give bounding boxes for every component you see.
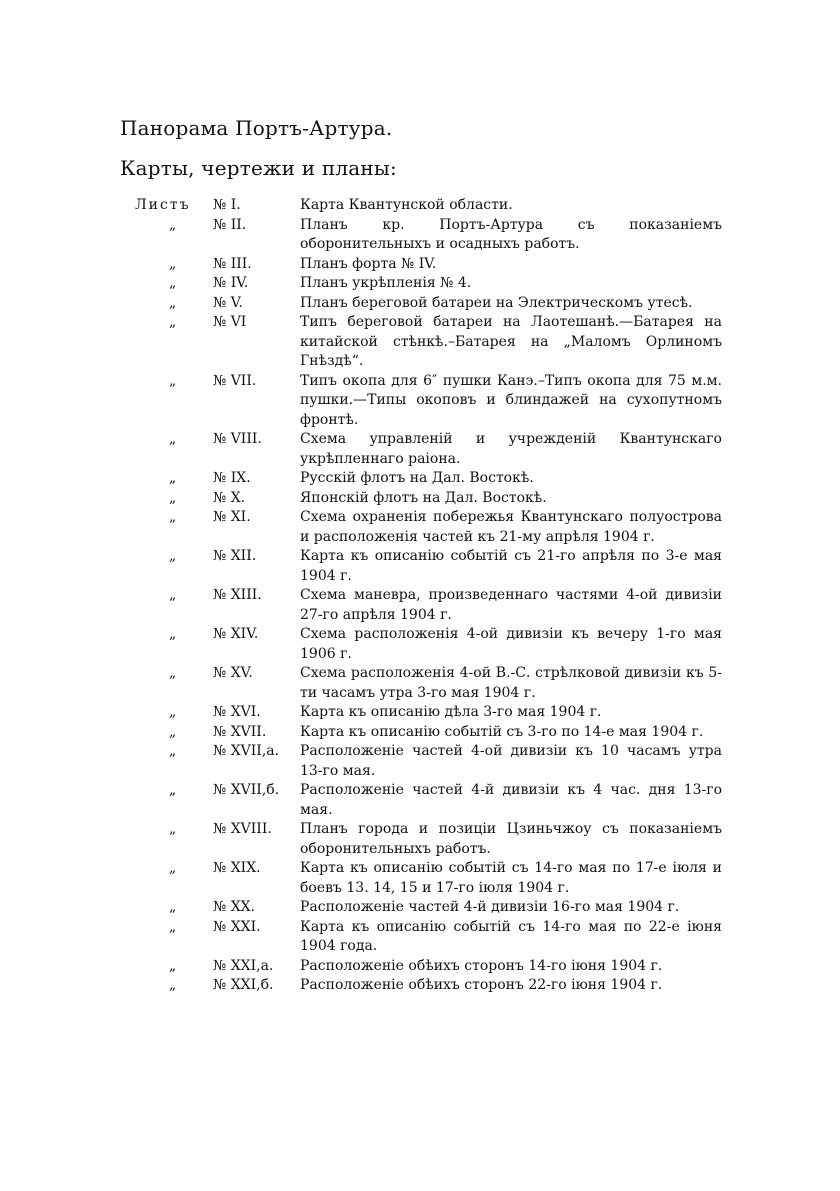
ditto-mark: „	[169, 216, 177, 233]
sheet-title: Расположеніе частей 4-й дивизіи 16-го мая 1904 г.	[300, 899, 680, 915]
ditto-mark: „	[169, 314, 177, 330]
sheet-title: Расположеніе обѣихъ сторонъ 14-го іюня 1904 г.	[300, 957, 663, 974]
sheet-title: Русскій флотъ на Дал. Востокѣ.	[300, 470, 534, 486]
ditto-mark: „	[169, 899, 177, 915]
ditto-mark: „	[169, 372, 177, 389]
sheet-list	[0, 196, 840, 996]
sheet-title: Карта къ описанію дѣла 3-го мая 1904 г.	[300, 704, 602, 720]
sheet-number: № III.	[213, 255, 252, 272]
ditto-mark: „	[169, 255, 177, 272]
list-item	[0, 703, 840, 723]
sheet-number: № XXI.	[213, 918, 261, 935]
list-item	[0, 625, 840, 664]
ditto-mark: „	[169, 821, 177, 837]
ditto-mark: „	[169, 548, 177, 564]
ditto-mark: „	[169, 704, 177, 720]
sheet-number: № XXI,б.	[213, 977, 274, 993]
sheet-title: Схема маневра, произведеннаго частями 4-ой дивизіи 27-го апрѣля 1904 г.	[300, 587, 722, 623]
ditto-mark: „	[169, 743, 177, 759]
sheet-number: № XVIII.	[213, 821, 272, 837]
sheet-title: Расположеніе частей 4-ой дивизіи къ 10 часамъ утра 13-го мая.	[300, 743, 722, 779]
sheet-label: Листъ	[135, 197, 191, 213]
sheet-number: № XVI.	[213, 704, 261, 720]
list-item	[0, 976, 840, 996]
list-item	[0, 742, 840, 781]
sheet-number: № VIII.	[213, 431, 262, 447]
ditto-mark: „	[169, 918, 177, 935]
sheet-number: № II.	[213, 216, 247, 233]
ditto-mark: „	[169, 957, 177, 974]
list-item	[0, 723, 840, 743]
list-item	[0, 255, 840, 275]
sheet-title: Планъ города и позиціи Цзиньчжоу съ показаніемъ оборонительныхъ работъ.	[300, 821, 722, 857]
list-item	[0, 859, 840, 898]
page-title: Панорама Портъ-Артура.	[120, 116, 393, 140]
sheet-number: № IX.	[213, 470, 251, 486]
sheet-number: № XX.	[213, 899, 256, 915]
sheet-title: Японскій флотъ на Дал. Востокѣ.	[300, 489, 547, 506]
sheet-number: № XVII,а.	[213, 743, 280, 759]
list-item	[0, 274, 840, 294]
list-item	[0, 196, 840, 216]
ditto-mark: „	[169, 275, 177, 291]
ditto-mark: „	[169, 509, 177, 525]
sheet-title: Типъ береговой батареи на Лаотешанѣ.—Батарея на китайской стѣнкѣ.–Батарея на „Маломъ Орлиномъ Гнѣздѣ“.	[300, 314, 722, 369]
list-item	[0, 489, 840, 509]
list-item	[0, 664, 840, 703]
sheet-title: Планъ береговой батареи на Электрическомъ утесѣ.	[300, 294, 693, 311]
ditto-mark: „	[169, 626, 177, 642]
ditto-mark: „	[169, 977, 177, 993]
ditto-mark: „	[169, 665, 177, 681]
sheet-title: Планъ укрѣпленія № 4.	[300, 275, 472, 291]
list-item	[0, 957, 840, 977]
list-item	[0, 586, 840, 625]
sheet-number: № XVII,б.	[213, 782, 280, 798]
sheet-number: № VII.	[213, 372, 257, 389]
sheet-number: № XXI,а.	[213, 957, 274, 974]
sheet-title: Карта Квантунской области.	[300, 197, 513, 213]
ditto-mark: „	[169, 294, 177, 311]
sheet-title: Планъ форта № IV.	[300, 255, 437, 272]
sheet-title: Карта къ описанію событій съ 3-го по 14-е мая 1904 г.	[300, 723, 704, 740]
sheet-number: № XII.	[213, 548, 257, 564]
sheet-number: № I.	[213, 197, 241, 213]
sheet-number: № XIX.	[213, 860, 261, 876]
ditto-mark: „	[169, 587, 177, 603]
list-item	[0, 216, 840, 255]
sheet-number: № XI.	[213, 509, 251, 525]
ditto-mark: „	[169, 431, 177, 447]
sheet-number: № VI	[213, 314, 247, 330]
sheet-title: Карта къ описанію событій съ 14-го мая по 17-е іюля и боевъ 13. 14, 15 и 17-го іюля 1904 г.	[300, 860, 722, 896]
sheet-number: № XIV.	[213, 626, 259, 642]
ditto-mark: „	[169, 723, 177, 740]
section-heading: Карты, чертежи и планы:	[120, 156, 397, 180]
sheet-title: Типъ окопа для 6″ пушки Канэ.–Типъ окопа для 75 м.м. пушки.—Типы окоповъ и блиндажей на сухопутномъ фронтѣ.	[300, 372, 722, 428]
list-item	[0, 430, 840, 469]
sheet-number: № IV.	[213, 275, 249, 291]
sheet-title: Схема расположенія 4-ой дивизіи къ вечеру 1-го мая 1906 г.	[300, 626, 722, 662]
ditto-mark: „	[169, 782, 177, 798]
sheet-number: № XIII.	[213, 587, 262, 603]
sheet-title: Расположеніе обѣихъ сторонъ 22-го іюня 1904 г.	[300, 977, 663, 993]
ditto-mark: „	[169, 860, 177, 876]
list-item	[0, 294, 840, 314]
sheet-title: Расположеніе частей 4-й дивизіи къ 4 час. дня 13-го мая.	[300, 782, 722, 818]
list-item	[0, 918, 840, 957]
sheet-title: Схема расположенія 4-ой В.-С. стрѣлковой дивизіи къ 5-ти часамъ утра 3-го мая 1904 г.	[300, 665, 722, 701]
sheet-title: Схема охраненія побережья Квантунскаго полуострова и расположенія частей къ 21-му апрѣля 1904 г.	[300, 509, 722, 545]
sheet-title: Планъ кр. Портъ-Артура съ показаніемъ оборонительныхъ и осадныхъ работъ.	[300, 216, 722, 252]
list-item	[0, 313, 840, 372]
sheet-number: № XVII.	[213, 723, 267, 740]
list-item	[0, 547, 840, 586]
list-item	[0, 372, 840, 431]
sheet-title: Карта къ описанію событій съ 21-го апрѣля по 3-е мая 1904 г.	[300, 548, 722, 584]
list-item	[0, 898, 840, 918]
list-item	[0, 820, 840, 859]
ditto-mark: „	[169, 489, 177, 506]
sheet-number: № X.	[213, 489, 246, 506]
sheet-number: № XV.	[213, 665, 253, 681]
list-item	[0, 508, 840, 547]
ditto-mark: „	[169, 470, 177, 486]
sheet-title: Схема управленій и учрежденій Квантунскаго укрѣпленнаго раiона.	[300, 431, 722, 467]
list-item	[0, 781, 840, 820]
sheet-number: № V.	[213, 294, 243, 311]
sheet-title: Карта къ описанію событій съ 14-го мая по 22-е іюня 1904 года.	[300, 918, 722, 954]
list-item	[0, 469, 840, 489]
